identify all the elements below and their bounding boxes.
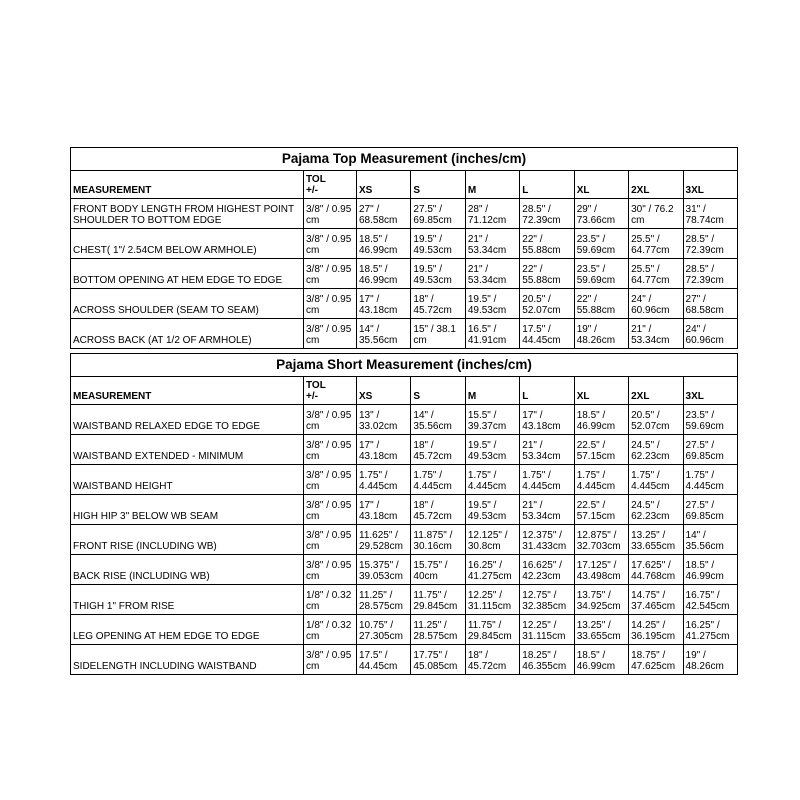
column-header: 2XL bbox=[629, 376, 683, 404]
column-header: MEASUREMENT bbox=[71, 170, 304, 198]
size-value: 12.75" / 32.385cm bbox=[520, 584, 574, 614]
size-value: 22.5" / 57.15cm bbox=[574, 494, 628, 524]
size-value: 11.25" / 28.575cm bbox=[411, 614, 465, 644]
size-value: 17.625" / 44.768cm bbox=[629, 554, 683, 584]
size-value: 12.875" / 32.703cm bbox=[574, 524, 628, 554]
column-header: XL bbox=[574, 170, 628, 198]
column-header: L bbox=[520, 376, 574, 404]
measurement-table bbox=[70, 147, 738, 349]
size-value: 12.25" / 31.115cm bbox=[520, 614, 574, 644]
tolerance-value: 3/8" / 0.95 cm bbox=[304, 288, 357, 318]
size-value: 18.5" / 46.99cm bbox=[574, 404, 628, 434]
size-value: 11.25" / 28.575cm bbox=[357, 584, 411, 614]
size-value: 10.75" / 27.305cm bbox=[357, 614, 411, 644]
size-value: 14" / 35.56cm bbox=[411, 404, 465, 434]
size-value: 18.25" / 46.355cm bbox=[520, 644, 574, 674]
column-header: XS bbox=[357, 376, 411, 404]
column-header: M bbox=[465, 376, 519, 404]
size-value: 17" / 43.18cm bbox=[357, 434, 411, 464]
size-value: 18" / 45.72cm bbox=[465, 644, 519, 674]
size-value: 17" / 43.18cm bbox=[520, 404, 574, 434]
tolerance-value: 3/8" / 0.95 cm bbox=[304, 464, 357, 494]
table-row bbox=[71, 228, 738, 258]
column-header: 2XL bbox=[629, 170, 683, 198]
size-value: 24.5" / 62.23cm bbox=[629, 494, 683, 524]
tolerance-value: 3/8" / 0.95 cm bbox=[304, 198, 357, 228]
size-value: 1.75" / 4.445cm bbox=[683, 464, 737, 494]
measurement-label: FRONT RISE (INCLUDING WB) bbox=[71, 524, 304, 554]
size-value: 19.5" / 49.53cm bbox=[411, 228, 465, 258]
tolerance-value: 3/8" / 0.95 cm bbox=[304, 258, 357, 288]
size-value: 25.5" / 64.77cm bbox=[629, 228, 683, 258]
measurement-label: BOTTOM OPENING AT HEM EDGE TO EDGE bbox=[71, 258, 304, 288]
table-title: Pajama Top Measurement (inches/cm) bbox=[71, 148, 738, 171]
size-value: 1.75" / 4.445cm bbox=[520, 464, 574, 494]
column-header: L bbox=[520, 170, 574, 198]
measurement-label: HIGH HIP 3" BELOW WB SEAM bbox=[71, 494, 304, 524]
size-value: 17.5" / 44.45cm bbox=[357, 644, 411, 674]
column-header: XS bbox=[357, 170, 411, 198]
table-row bbox=[71, 318, 738, 348]
size-value: 23.5" / 59.69cm bbox=[574, 228, 628, 258]
size-value: 19.5" / 49.53cm bbox=[411, 258, 465, 288]
table-row bbox=[71, 434, 738, 464]
size-value: 19" / 48.26cm bbox=[683, 644, 737, 674]
table-row bbox=[71, 464, 738, 494]
size-value: 11.75" / 29.845cm bbox=[465, 614, 519, 644]
tolerance-value: 3/8" / 0.95 cm bbox=[304, 554, 357, 584]
table-title-row bbox=[71, 148, 738, 171]
size-value: 15.75" / 40cm bbox=[411, 554, 465, 584]
table-row bbox=[71, 198, 738, 228]
column-header: 3XL bbox=[683, 376, 737, 404]
size-value: 17.125" / 43.498cm bbox=[574, 554, 628, 584]
size-value: 27.5" / 69.85cm bbox=[683, 494, 737, 524]
size-value: 21" / 53.34cm bbox=[520, 434, 574, 464]
tolerance-value: 3/8" / 0.95 cm bbox=[304, 404, 357, 434]
size-value: 18.5" / 46.99cm bbox=[574, 644, 628, 674]
table-title-row bbox=[71, 354, 738, 377]
size-value: 30" / 76.2 cm bbox=[629, 198, 683, 228]
size-value: 12.25" / 31.115cm bbox=[465, 584, 519, 614]
measurement-label: FRONT BODY LENGTH FROM HIGHEST POINT SHOULDER TO BOTTOM EDGE bbox=[71, 198, 304, 228]
size-value: 13.25" / 33.655cm bbox=[574, 614, 628, 644]
size-value: 15.5" / 39.37cm bbox=[465, 404, 519, 434]
size-value: 16.5" / 41.91cm bbox=[465, 318, 519, 348]
size-value: 31" / 78.74cm bbox=[683, 198, 737, 228]
column-header: M bbox=[465, 170, 519, 198]
pajama-top-measurement-table bbox=[70, 147, 738, 349]
tolerance-value: 3/8" / 0.95 cm bbox=[304, 524, 357, 554]
measurement-label: WAISTBAND RELAXED EDGE TO EDGE bbox=[71, 404, 304, 434]
size-value: 14.75" / 37.465cm bbox=[629, 584, 683, 614]
size-value: 1.75" / 4.445cm bbox=[465, 464, 519, 494]
size-value: 28.5" / 72.39cm bbox=[683, 258, 737, 288]
tolerance-value: 3/8" / 0.95 cm bbox=[304, 644, 357, 674]
column-header: TOL +/- bbox=[304, 376, 357, 404]
size-value: 24.5" / 62.23cm bbox=[629, 434, 683, 464]
size-value: 14.25" / 36.195cm bbox=[629, 614, 683, 644]
table-row bbox=[71, 524, 738, 554]
measurement-label: BACK RISE (INCLUDING WB) bbox=[71, 554, 304, 584]
size-value: 21" / 53.34cm bbox=[465, 258, 519, 288]
size-value: 23.5" / 59.69cm bbox=[683, 404, 737, 434]
table-row bbox=[71, 554, 738, 584]
size-value: 17.5" / 44.45cm bbox=[520, 318, 574, 348]
measurement-table bbox=[70, 353, 738, 675]
table-row bbox=[71, 404, 738, 434]
size-value: 12.125" / 30.8cm bbox=[465, 524, 519, 554]
size-value: 13.25" / 33.655cm bbox=[629, 524, 683, 554]
table-row bbox=[71, 584, 738, 614]
size-value: 21" / 53.34cm bbox=[465, 228, 519, 258]
table-row bbox=[71, 288, 738, 318]
size-value: 16.75" / 42.545cm bbox=[683, 584, 737, 614]
size-value: 21" / 53.34cm bbox=[520, 494, 574, 524]
size-value: 21" / 53.34cm bbox=[629, 318, 683, 348]
size-value: 18.5" / 46.99cm bbox=[357, 228, 411, 258]
size-value: 25.5" / 64.77cm bbox=[629, 258, 683, 288]
size-value: 16.25" / 41.275cm bbox=[465, 554, 519, 584]
size-value: 19.5" / 49.53cm bbox=[465, 494, 519, 524]
size-value: 11.75" / 29.845cm bbox=[411, 584, 465, 614]
table-title: Pajama Short Measurement (inches/cm) bbox=[71, 354, 738, 377]
size-value: 13.75" / 34.925cm bbox=[574, 584, 628, 614]
size-value: 29" / 73.66cm bbox=[574, 198, 628, 228]
tolerance-value: 3/8" / 0.95 cm bbox=[304, 434, 357, 464]
size-value: 19.5" / 49.53cm bbox=[465, 434, 519, 464]
size-value: 17" / 43.18cm bbox=[357, 494, 411, 524]
tolerance-value: 3/8" / 0.95 cm bbox=[304, 228, 357, 258]
measurement-label: LEG OPENING AT HEM EDGE TO EDGE bbox=[71, 614, 304, 644]
size-value: 14" / 35.56cm bbox=[683, 524, 737, 554]
size-value: 20.5" / 52.07cm bbox=[629, 404, 683, 434]
column-header-row bbox=[71, 170, 738, 198]
tolerance-value: 1/8" / 0.32 cm bbox=[304, 614, 357, 644]
column-header-row bbox=[71, 376, 738, 404]
size-value: 27.5" / 69.85cm bbox=[683, 434, 737, 464]
column-header: S bbox=[411, 376, 465, 404]
measurement-label: THIGH 1" FROM RISE bbox=[71, 584, 304, 614]
size-value: 18" / 45.72cm bbox=[411, 288, 465, 318]
size-value: 28.5" / 72.39cm bbox=[683, 228, 737, 258]
size-value: 24" / 60.96cm bbox=[683, 318, 737, 348]
size-value: 22" / 55.88cm bbox=[520, 258, 574, 288]
size-value: 27" / 68.58cm bbox=[357, 198, 411, 228]
tolerance-value: 3/8" / 0.95 cm bbox=[304, 494, 357, 524]
size-value: 11.875" / 30.16cm bbox=[411, 524, 465, 554]
measurement-label: CHEST( 1"/ 2.54CM BELOW ARMHOLE) bbox=[71, 228, 304, 258]
column-header: XL bbox=[574, 376, 628, 404]
size-value: 27" / 68.58cm bbox=[683, 288, 737, 318]
measurement-label: WAISTBAND EXTENDED - MINIMUM bbox=[71, 434, 304, 464]
measurement-label: SIDELENGTH INCLUDING WAISTBAND bbox=[71, 644, 304, 674]
measurement-label: ACROSS SHOULDER (SEAM TO SEAM) bbox=[71, 288, 304, 318]
size-value: 22.5" / 57.15cm bbox=[574, 434, 628, 464]
size-value: 24" / 60.96cm bbox=[629, 288, 683, 318]
table-row bbox=[71, 494, 738, 524]
column-header: TOL +/- bbox=[304, 170, 357, 198]
size-value: 27.5" / 69.85cm bbox=[411, 198, 465, 228]
pajama-short-measurement-table bbox=[70, 353, 738, 675]
table-row bbox=[71, 644, 738, 674]
size-value: 19" / 48.26cm bbox=[574, 318, 628, 348]
size-value: 18.5" / 46.99cm bbox=[683, 554, 737, 584]
size-value: 15.375" / 39.053cm bbox=[357, 554, 411, 584]
size-value: 12.375" / 31.433cm bbox=[520, 524, 574, 554]
size-value: 18.75" / 47.625cm bbox=[629, 644, 683, 674]
size-value: 28.5" / 72.39cm bbox=[520, 198, 574, 228]
size-value: 23.5" / 59.69cm bbox=[574, 258, 628, 288]
size-value: 15" / 38.1 cm bbox=[411, 318, 465, 348]
column-header: S bbox=[411, 170, 465, 198]
column-header: MEASUREMENT bbox=[71, 376, 304, 404]
size-value: 16.25" / 41.275cm bbox=[683, 614, 737, 644]
size-value: 20.5" / 52.07cm bbox=[520, 288, 574, 318]
column-header: 3XL bbox=[683, 170, 737, 198]
tolerance-value: 3/8" / 0.95 cm bbox=[304, 318, 357, 348]
size-value: 1.75" / 4.445cm bbox=[629, 464, 683, 494]
size-value: 13" / 33.02cm bbox=[357, 404, 411, 434]
size-value: 14" / 35.56cm bbox=[357, 318, 411, 348]
table-row bbox=[71, 614, 738, 644]
size-value: 11.625" / 29.528cm bbox=[357, 524, 411, 554]
size-value: 28" / 71.12cm bbox=[465, 198, 519, 228]
size-value: 17" / 43.18cm bbox=[357, 288, 411, 318]
table-row bbox=[71, 258, 738, 288]
measurement-label: ACROSS BACK (AT 1/2 OF ARMHOLE) bbox=[71, 318, 304, 348]
size-value: 22" / 55.88cm bbox=[574, 288, 628, 318]
size-value: 1.75" / 4.445cm bbox=[357, 464, 411, 494]
size-value: 22" / 55.88cm bbox=[520, 228, 574, 258]
tolerance-value: 1/8" / 0.32 cm bbox=[304, 584, 357, 614]
size-value: 17.75" / 45.085cm bbox=[411, 644, 465, 674]
size-value: 16.625" / 42.23cm bbox=[520, 554, 574, 584]
size-value: 18" / 45.72cm bbox=[411, 494, 465, 524]
size-value: 1.75" / 4.445cm bbox=[574, 464, 628, 494]
measurement-label: WAISTBAND HEIGHT bbox=[71, 464, 304, 494]
size-value: 19.5" / 49.53cm bbox=[465, 288, 519, 318]
size-value: 18.5" / 46.99cm bbox=[357, 258, 411, 288]
size-value: 1.75" / 4.445cm bbox=[411, 464, 465, 494]
size-value: 18" / 45.72cm bbox=[411, 434, 465, 464]
